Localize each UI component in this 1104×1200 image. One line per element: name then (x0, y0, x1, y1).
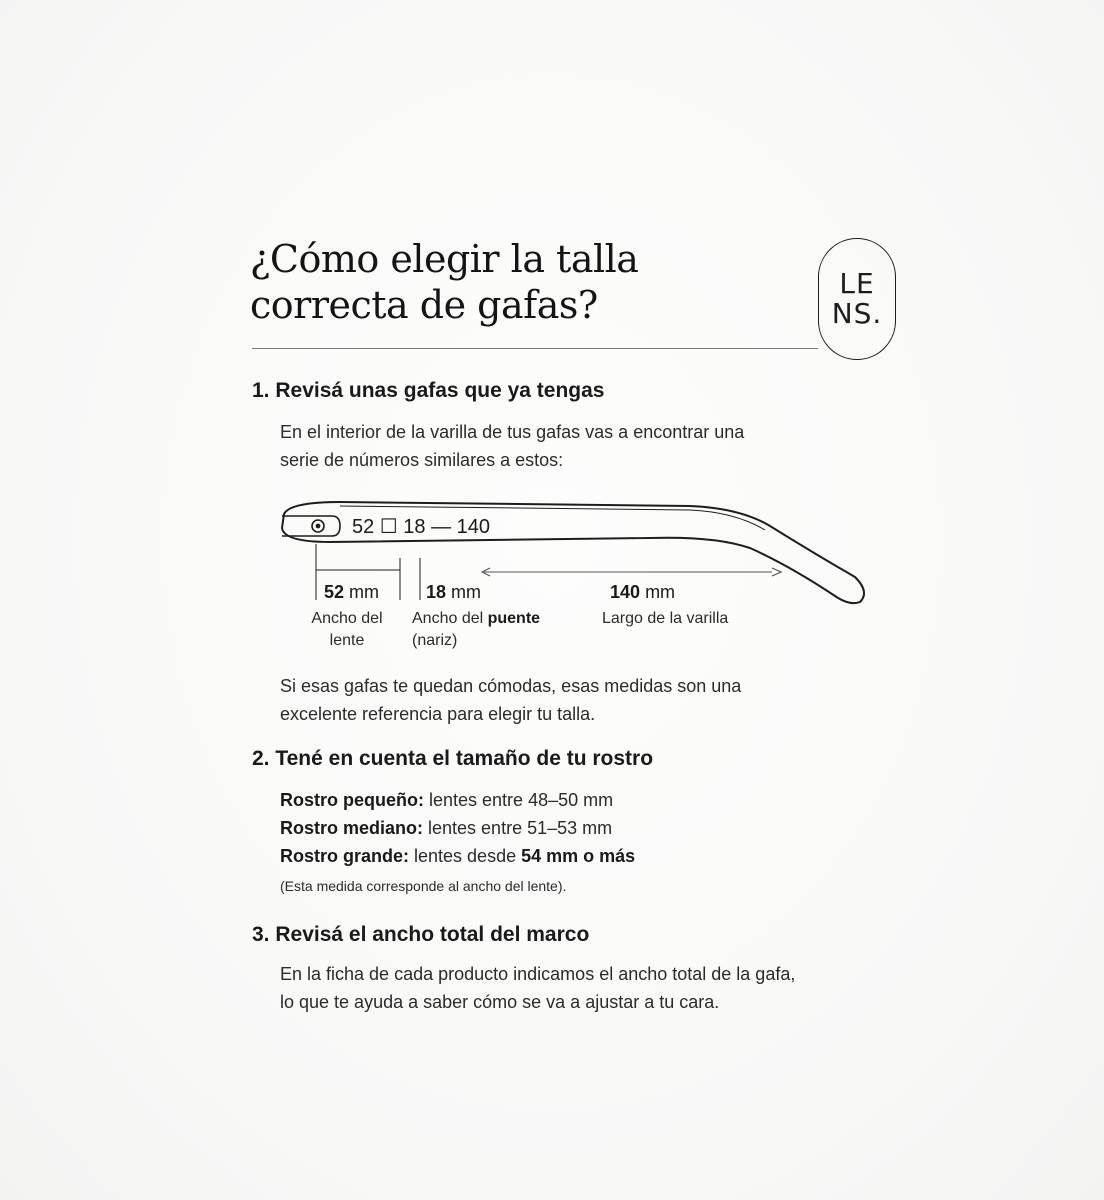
face-size-small-label: Rostro pequeño: (280, 790, 424, 810)
bridge-value: 18 (426, 582, 447, 602)
bridge-unit: mm (451, 582, 482, 602)
temple-caption-text: Largo de la varilla (602, 610, 729, 627)
face-size-large (280, 842, 635, 870)
bridge-caption-line-1 (412, 608, 540, 630)
lens-caption-line-2: lente (329, 632, 365, 649)
temple-caption (602, 608, 728, 630)
bridge-caption-line-2: (nariz) (412, 632, 458, 649)
step1-heading: 1. Revisá unas gafas que ya tengas (252, 379, 605, 402)
face-size-medium (280, 814, 635, 842)
step3-text-line-1: En la ficha de cada producto indicamos el ancho total de la gafa, (280, 964, 796, 984)
face-size-medium-text: lentes entre 51–53 mm (423, 818, 613, 838)
bridge-caption-prefix: Ancho del (412, 610, 488, 627)
step3-text (280, 960, 795, 1016)
face-size-medium-label: Rostro mediano: (280, 818, 424, 838)
step1-after-line-1: Si esas gafas te quedan cómodas, esas medidas son una (280, 676, 742, 696)
face-size-large-label: Rostro grande: (280, 846, 410, 866)
lens-value: 52 (324, 582, 345, 602)
lens-measure (324, 582, 379, 603)
temple-value: 140 (610, 582, 641, 602)
step3-text-line-2: lo que te ayuda a saber cómo se va a ajustar a tu cara. (280, 992, 720, 1012)
step1-text-line-1: En el interior de la varilla de tus gafas vas a encontrar una (280, 422, 745, 442)
step1-text-line-2: serie de números similares a estos: (280, 450, 564, 470)
temple-unit: mm (645, 582, 676, 602)
face-size-large-bold: 54 mm o más (521, 846, 636, 866)
step1-after-line-2: excelente referencia para elegir tu talla. (280, 704, 596, 724)
lens-caption (305, 608, 389, 652)
temple-length-arrowhead (772, 568, 781, 576)
logo-line-2: NS. (831, 297, 883, 330)
title-line-2: correcta de gafas? (250, 283, 598, 327)
lens-unit: mm (349, 582, 380, 602)
face-size-large-text: lentes desde (409, 846, 522, 866)
face-size-note: (Esta medida corresponde al ancho del lente). (280, 878, 567, 894)
page-title (250, 236, 810, 328)
lens-caption-line-1: Ancho del (311, 610, 383, 627)
title-divider (252, 348, 818, 349)
step3-heading: 3. Revisá el ancho total del marco (252, 923, 590, 946)
step1-text (280, 418, 744, 474)
temple-printed-numbers: 52 ☐ 18 — 140 (352, 516, 491, 538)
step1-after-text (280, 672, 741, 728)
title-line-1: ¿Cómo elegir la talla (250, 237, 639, 281)
bridge-caption-bold: puente (487, 610, 541, 627)
face-size-small-text: lentes entre 48–50 mm (424, 790, 614, 810)
bridge-caption (412, 608, 540, 652)
face-size-list (280, 786, 635, 870)
hinge-screw-inner (316, 524, 321, 529)
logo-line-1: LE (839, 267, 875, 300)
step2-heading: 2. Tené en cuenta el tamaño de tu rostro (252, 747, 654, 770)
face-size-small (280, 786, 635, 814)
temple-measure (610, 582, 675, 603)
lens-logo (818, 238, 896, 360)
bridge-measure (426, 582, 481, 603)
temple-hinge-box (282, 516, 340, 536)
